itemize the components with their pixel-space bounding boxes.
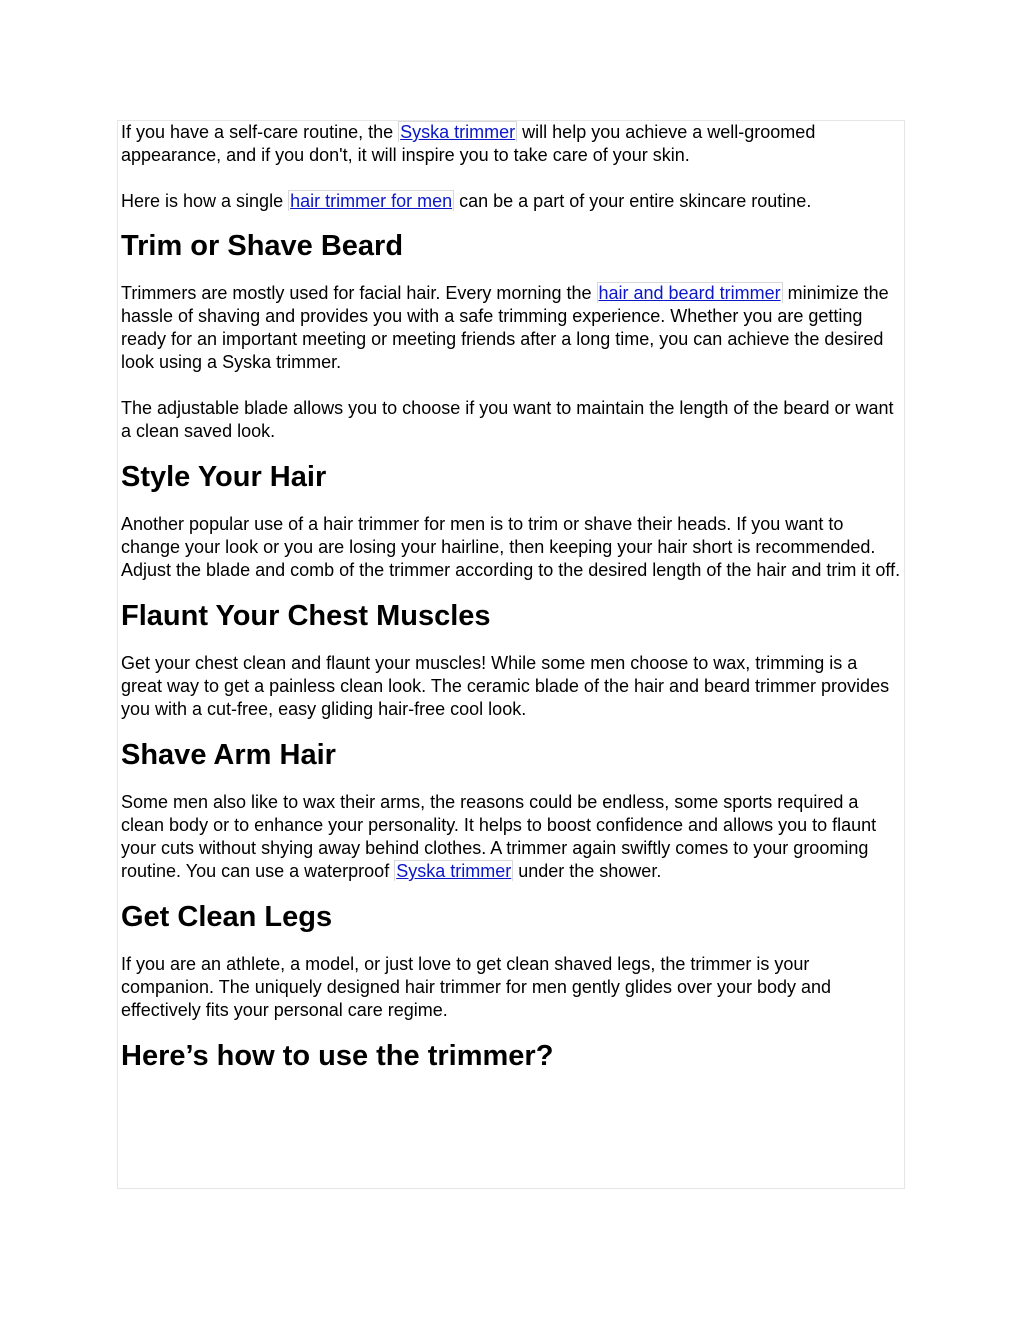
document-content: [121, 121, 901, 1073]
intro-text: If you have a self-care routine, the: [121, 122, 399, 142]
intro-paragraph-2: [121, 190, 901, 213]
heading-trim-or-shave-beard: Trim or Shave Beard: [121, 230, 404, 262]
legs-paragraph: If you are an athlete, a model, or just love to get clean shaved legs, the trimmer is your companion. The uniquely designed hair trimmer for men gently glides over your body and effectively fits your personal care regime.: [121, 954, 832, 1020]
hair-and-beard-trimmer-link[interactable]: hair and beard trimmer: [598, 283, 781, 303]
arm-text: Some men also like to wax their arms, the reasons could be endless, some sports required a clean body or to enhance your personality. It helps to boost confidence and allows you to flaunt your cuts without shying away behind clothes. A trimmer again swiftly comes to your grooming routine. You can use a waterproof: [121, 792, 877, 881]
chest-paragraph: Get your chest clean and flaunt your muscles! While some men choose to wax, trimming is a great way to get a painless clean look. The ceramic blade of the hair and beard trimmer provides you with a cut-free, easy gliding hair-free cool look.: [121, 653, 890, 719]
arm-text: under the shower.: [513, 861, 662, 881]
trim-text: Trimmers are mostly used for facial hair. Every morning the: [121, 283, 597, 303]
hair-trimmer-for-men-link[interactable]: hair trimmer for men: [290, 191, 453, 211]
heading-flaunt-your-chest-muscles: Flaunt Your Chest Muscles: [121, 600, 491, 632]
intro-text: Here is how a single: [121, 191, 289, 211]
trim-text: minimize the hassle of shaving and provides you with a safe trimming experience. Whether you are getting ready for an important meeting or meeting friends after a long time, you can achieve the desired look using a Syska trimmer.: [121, 283, 889, 372]
heading-style-your-hair: Style Your Hair: [121, 461, 327, 493]
syska-trimmer-link-2[interactable]: Syska trimmer: [396, 861, 512, 881]
syska-trimmer-link[interactable]: Syska trimmer: [400, 122, 516, 142]
trim-paragraph-2: The adjustable blade allows you to choose if you want to maintain the length of the beard or want a clean saved look.: [121, 398, 894, 441]
heading-shave-arm-hair: Shave Arm Hair: [121, 739, 336, 771]
trim-paragraph-1: [121, 282, 901, 374]
arm-paragraph: [121, 791, 901, 883]
heading-get-clean-legs: Get Clean Legs: [121, 901, 333, 933]
intro-text: will help you achieve a well-groomed appearance, and if you don't, it will inspire you to take care of your skin.: [121, 122, 816, 165]
style-paragraph: Another popular use of a hair trimmer for men is to trim or shave their heads. If you want to change your look or you are losing your hairline, then keeping your hair short is recommended. Adjust the blade and comb of the trimmer according to the desired length of the hair and trim it off.: [121, 514, 901, 580]
intro-paragraph-1: [121, 121, 901, 167]
heading-how-to-use-the-trimmer: Here’s how to use the trimmer?: [121, 1040, 554, 1072]
intro-text: can be a part of your entire skincare routine.: [454, 191, 812, 211]
